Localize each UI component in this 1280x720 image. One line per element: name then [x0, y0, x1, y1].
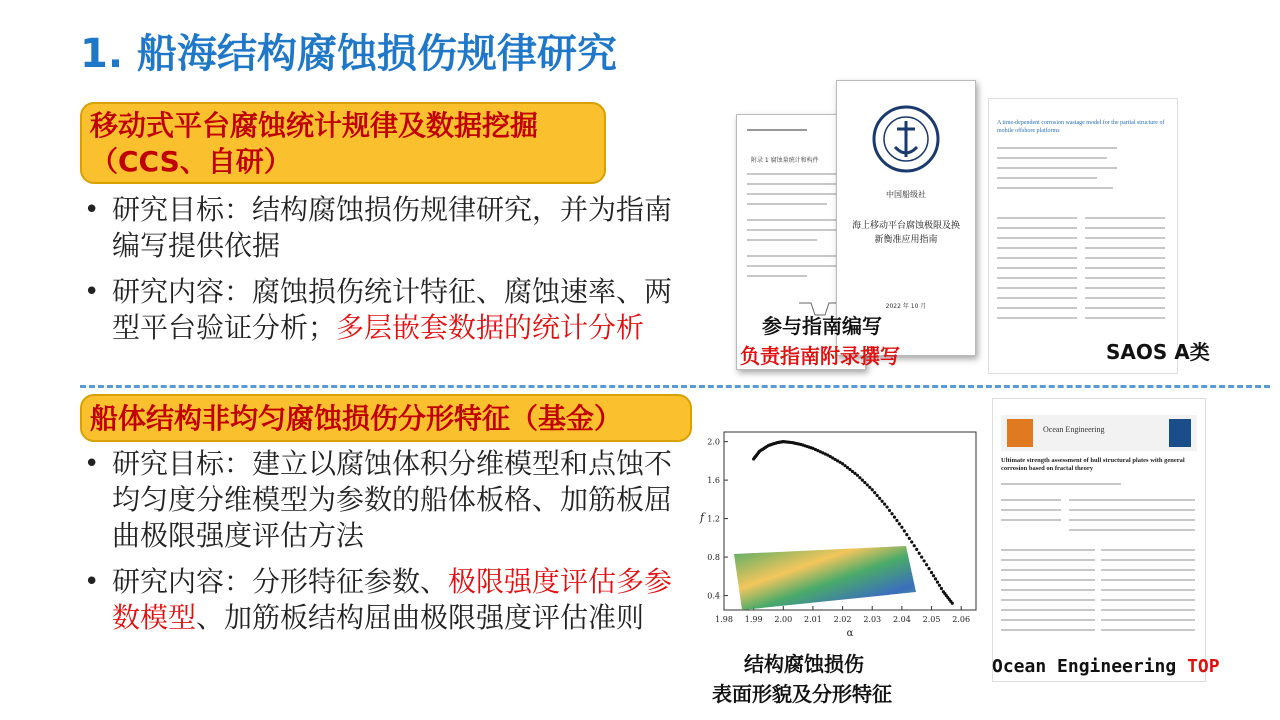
- curve-point: [895, 519, 898, 522]
- x-tick-label: 2.04: [892, 615, 911, 624]
- fractal-spectrum-chart: [694, 424, 990, 644]
- curve-point: [861, 479, 864, 482]
- curve-point: [905, 533, 908, 536]
- appendix-head-text: 附录 1 腐蚀量统计和构件: [751, 157, 819, 164]
- curve-point: [908, 537, 911, 540]
- curve-point: [856, 474, 859, 477]
- curve-point: [871, 488, 874, 491]
- section1-bullet-list: [82, 192, 682, 356]
- curve-point: [925, 563, 928, 566]
- y-tick-label: 1.6: [707, 476, 720, 486]
- curve-point: [938, 584, 941, 587]
- curve-point: [878, 497, 881, 500]
- oe-caption-text: Ocean Engineering: [992, 656, 1177, 677]
- curve-point: [936, 580, 939, 583]
- curve-point: [915, 548, 918, 551]
- x-axis-label: α: [846, 628, 854, 639]
- curve-point: [873, 491, 876, 494]
- saos-paper-thumbnail: [988, 98, 1178, 374]
- curve-point: [868, 486, 871, 489]
- curve-point: [920, 555, 923, 558]
- section2-content-text-b: 、加筋板结构屈曲极限强度评估准则: [196, 601, 645, 634]
- curve-point: [903, 529, 906, 532]
- journal-cover-icon: [1169, 419, 1191, 447]
- curve-point: [927, 567, 930, 570]
- y-tick-label: 2.0: [707, 437, 720, 447]
- section1-heading-line2: （CCS、自研）: [90, 145, 292, 178]
- curve-point: [900, 526, 903, 529]
- oe-caption-top-badge: TOP: [1187, 656, 1220, 677]
- x-tick-label: 1.98: [715, 615, 733, 624]
- x-tick-label: 2.01: [804, 615, 822, 624]
- section1-goal-bullet: [82, 192, 682, 264]
- guide-caption: 参与指南编写: [762, 314, 882, 338]
- section2-heading-box: [80, 394, 692, 442]
- curve-point: [932, 574, 935, 577]
- section1-content-text: 研究内容：腐蚀损伤统计特征、腐蚀速率、两型平台验证分析；: [112, 275, 673, 344]
- ccs-emblem-icon: [871, 103, 941, 175]
- cover-date: 2022 年 10 月: [885, 303, 927, 310]
- x-tick-label: 1.99: [744, 615, 763, 624]
- curve-point: [888, 509, 891, 512]
- curve-point: [858, 476, 861, 479]
- y-tick-label: 0.4: [707, 591, 720, 601]
- y-tick-label: 0.8: [707, 553, 720, 563]
- y-axis-label: f: [699, 511, 705, 524]
- chart-caption-line1: 结构腐蚀损伤: [744, 652, 864, 676]
- oe-caption: [992, 656, 1220, 677]
- curve-point: [863, 481, 866, 484]
- section-divider: [80, 385, 1270, 388]
- curve-point: [881, 500, 884, 503]
- fractal-chart-svg: [694, 424, 990, 644]
- section2-content-bullet: [82, 564, 682, 636]
- section2-bullet-list: [82, 446, 682, 646]
- slide-title: 1. 船海结构腐蚀损伤规律研究: [80, 31, 617, 77]
- curve-point: [910, 540, 913, 543]
- y-tick-label: 1.2: [707, 514, 720, 524]
- cover-title: 海上移动平台腐蚀极限及换新衡准应用指南: [851, 221, 960, 245]
- x-tick-label: 2.00: [774, 615, 793, 624]
- guide-caption-red: 负责指南附录撰写: [740, 344, 900, 368]
- saos-paper-title: A time-dependent corrosion wastage model for the partial structure of mobile offshore platforms: [997, 120, 1165, 134]
- x-tick-label: 2.05: [922, 615, 941, 624]
- curve-point: [918, 552, 921, 555]
- curve-point: [951, 602, 954, 605]
- section1-heading-box: [80, 102, 606, 184]
- x-tick-label: 2.03: [863, 615, 882, 624]
- section1-goal-text: 研究目标：结构腐蚀损伤规律研究，并为指南编写提供依据: [112, 193, 673, 262]
- corrosion-surface-image: [734, 546, 916, 610]
- curve-point: [876, 494, 879, 497]
- curve-point: [883, 503, 886, 506]
- oe-journal-name: Ocean Engineering: [1043, 425, 1105, 434]
- section2-goal-text: 研究目标：建立以腐蚀体积分维模型和点蚀不均匀度分维模型为参数的船体板格、加筋板屈曲极限强度评估方法: [112, 447, 673, 552]
- oe-paper-thumbnail: [992, 398, 1206, 682]
- curve-point: [885, 505, 888, 508]
- curve-point: [898, 522, 901, 525]
- curve-point: [930, 571, 933, 574]
- cover-org: 中国船级社: [886, 190, 926, 199]
- x-tick-label: 2.06: [952, 615, 971, 624]
- curve-point: [890, 512, 893, 515]
- chart-caption-line2: 表面形貌及分形特征: [712, 682, 892, 706]
- curve-point: [934, 577, 937, 580]
- section2-content-highlight: 极限强度评估多参数模型: [112, 565, 673, 634]
- section2-heading: 船体结构非均匀腐蚀损伤分形特征（基金）: [90, 402, 623, 435]
- oe-paper-title: Ultimate strength assessment of hull structural plates with general corrosion based on fractal theory: [1001, 457, 1185, 472]
- saos-caption: SAOS A类: [1106, 340, 1210, 364]
- x-tick-label: 2.02: [833, 615, 852, 624]
- curve-point: [923, 559, 926, 562]
- section1-heading-line1: 移动式平台腐蚀统计规律及数据挖掘: [90, 109, 539, 142]
- section2-goal-bullet: [82, 446, 682, 554]
- curve-point: [866, 483, 869, 486]
- curve-point: [913, 544, 916, 547]
- curve-point: [940, 587, 943, 590]
- section2-content-text-a: 研究内容：分形特征参数、: [112, 565, 449, 598]
- section1-content-highlight: 多层嵌套数据的统计分析: [336, 311, 645, 344]
- section1-content-bullet: [82, 274, 682, 346]
- elsevier-logo-icon: [1007, 419, 1033, 447]
- curve-point: [893, 516, 896, 519]
